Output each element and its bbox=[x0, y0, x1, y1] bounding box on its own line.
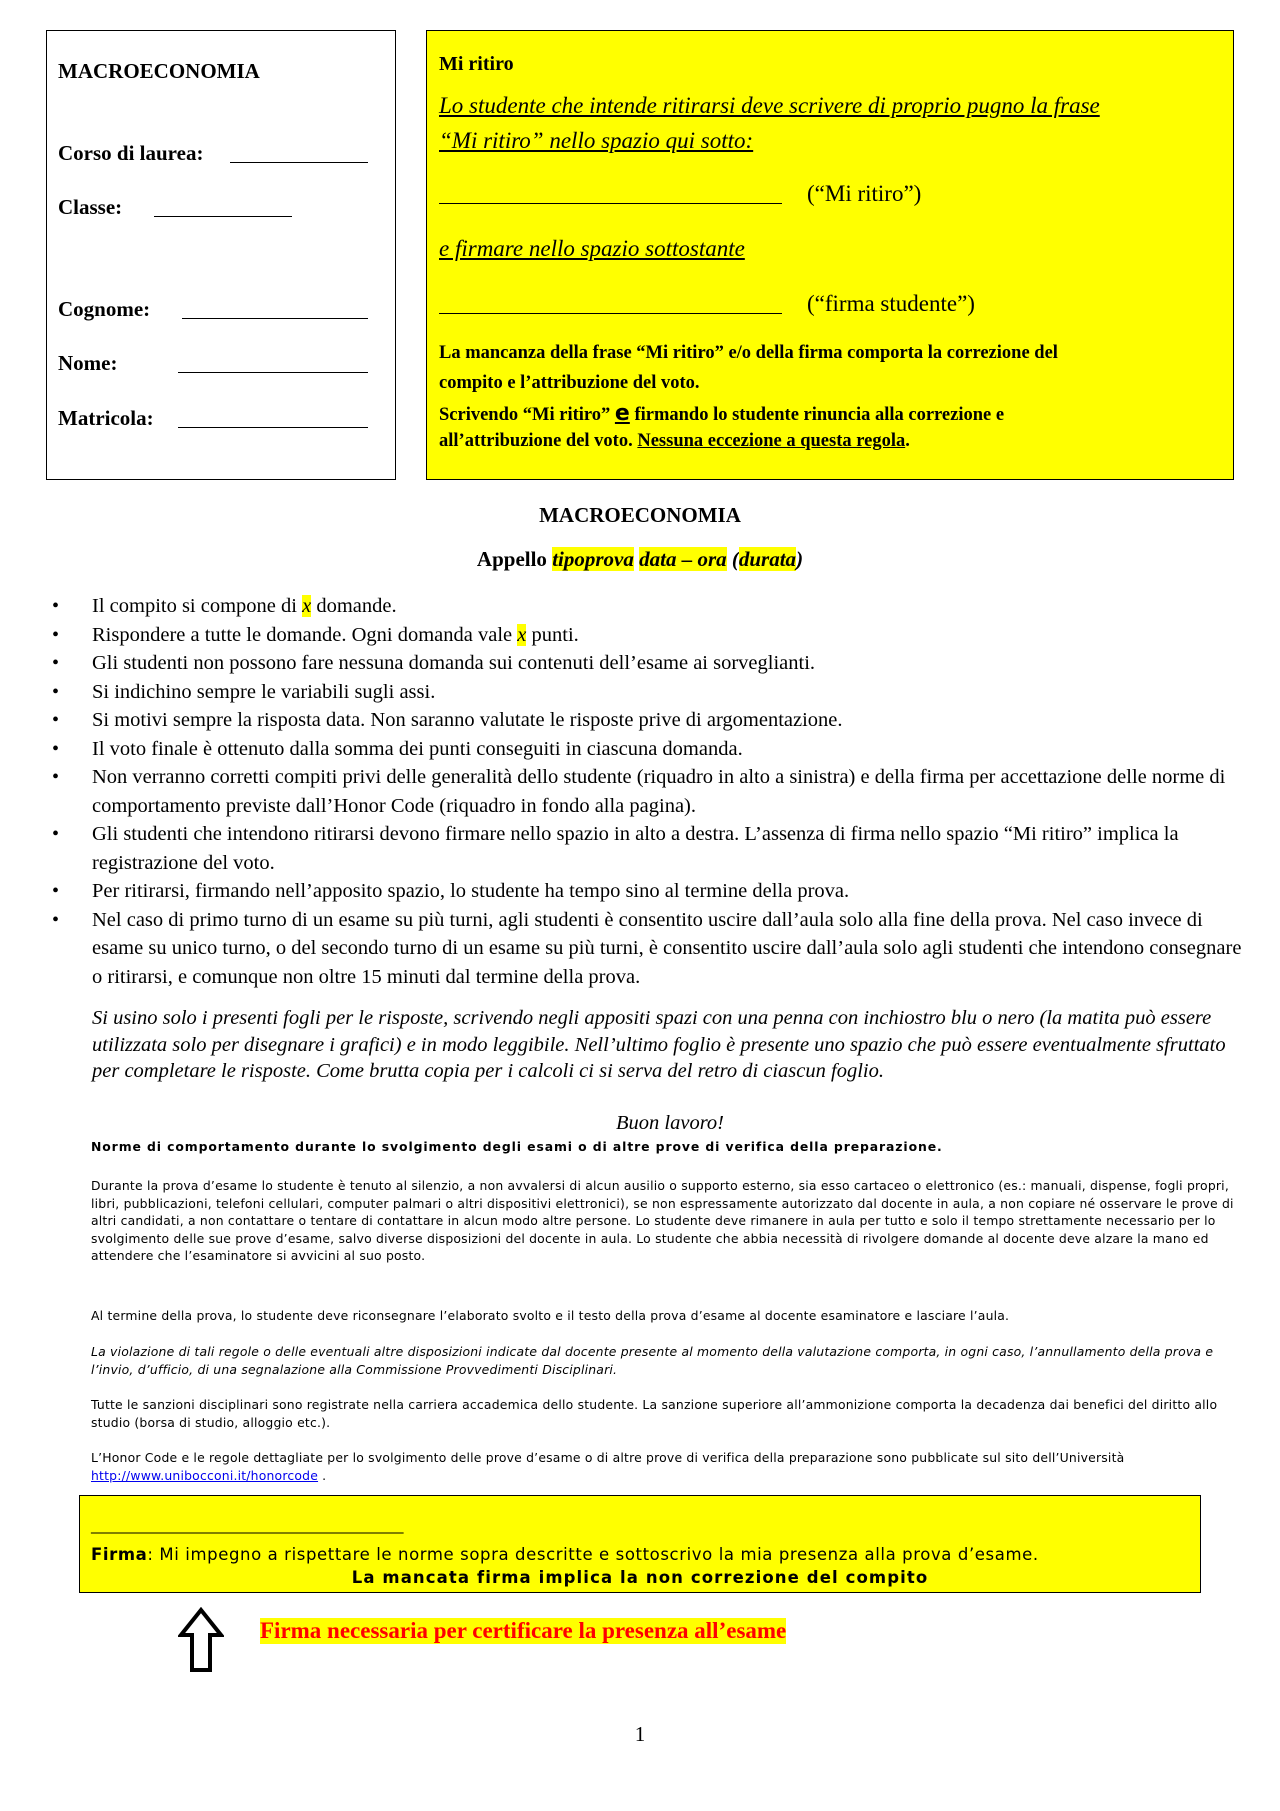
student-signature-field[interactable] bbox=[439, 313, 782, 314]
withdraw-warning-3: Scrivendo “Mi ritiro” e firmando lo studente rinuncia alla correzione e bbox=[439, 401, 1005, 426]
withdraw-title: Mi ritiro bbox=[439, 53, 514, 75]
sign-instruction: e firmare nello spazio sottostante bbox=[439, 236, 745, 261]
course-title: MACROECONOMIA bbox=[58, 59, 260, 83]
nome-label: Nome: bbox=[58, 351, 118, 375]
rules-paragraph-5: L’Honor Code e le regole dettagliate per lo svolgimento delle prove d’esame o di altre prove di verifica della preparazione sono pubblicate sul sito dell’Università http://www.unibocconi.it/honorcode . bbox=[91, 1450, 1125, 1483]
cognome-label: Cognome: bbox=[58, 297, 151, 321]
nome-field[interactable] bbox=[178, 372, 368, 373]
mi-ritiro-caption: (“Mi ritiro”) bbox=[807, 181, 922, 206]
list-item: • Nel caso di primo turno di un esame su più turni, agli studenti è consentito uscire dall’aula solo alla fine della prova. Nel caso invece di esame su unico turno, o del secondo turno di un esame su più turni, è consentito uscire dall’aula solo agli studenti che intendono consegnare o ritirarsi, e comunque non oltre 15 minuti dal termine della prova. bbox=[52, 906, 1252, 992]
rules-paragraph-4: Tutte le sanzioni disciplinari sono registrate nella carriera accademica dello studente. La sanzione superiore all’ammonizione comporta la decadenza dai benefici del diritto allo studio (borsa di studio, alloggio etc.). bbox=[91, 1397, 1218, 1430]
rules-paragraph-3: La violazione di tali regole o delle eventuali altre disposizioni indicate dal docente presente al momento della valutazione comporta, in ogni caso, l’annullamento della prova e l’invio, d’ufficio, di una segnalazione alla Commissione Provvedimenti Disciplinari. bbox=[91, 1344, 1214, 1377]
firma-studente-caption: (“firma studente”) bbox=[807, 291, 975, 316]
honor-code-signature-box bbox=[79, 1495, 1201, 1593]
certify-presence-text: Firma necessaria per certificare la presenza all’esame bbox=[260, 1618, 787, 1643]
rules-paragraph-1: Durante la prova d’esame lo studente è tenuto al silenzio, a non avvalersi di alcun ausilio o supporto esterno, sia esso cartaceo o elettronico (es.: manuali, dispense, fogli propri, libri, pubblicazioni, telefoni cellulari, computer palmari o altri dispositivi elettronici), se non espressamente autorizzato dal docente in aula, a non copiare né osservare le prove di altri candidati, a non contattare o tentare di contattare in alcun modo altre persone. Lo studente deve rimanere in aula per tutto e solo il tempo strettamente necessario per lo svolgimento delle sue prove d’esame, salvo diverse disposizioni del docente in aula. Lo studente che abbia necessità di rivolgere domande al docente deve alzare la mano ed attendere che l’esaminatore si avvicini al suo posto. bbox=[91, 1178, 1234, 1263]
list-item: • Si indichino sempre le variabili sugli assi. bbox=[52, 678, 1252, 707]
withdraw-instruction-2: “Mi ritiro” nello spazio qui sotto: bbox=[439, 128, 754, 153]
up-arrow-icon bbox=[178, 1607, 224, 1673]
withdraw-warning-4: all’attribuzione del voto. Nessuna eccezione a questa regola. bbox=[439, 431, 910, 451]
list-item: • Non verranno corretti compiti privi delle generalità dello studente (riquadro in alto a sinistra) e della firma per accettazione delle norme di comportamento previste dall’Honor Code (riquadro in fondo alla pagina). bbox=[52, 763, 1252, 820]
classe-field[interactable] bbox=[154, 216, 292, 217]
buon-lavoro: Buon lavoro! bbox=[616, 1112, 724, 1134]
list-item: • Rispondere a tutte le domande. Ogni domanda vale x punti. bbox=[52, 621, 1252, 650]
page-number: 1 bbox=[634, 1722, 646, 1746]
signature-warning: La mancata firma implica la non correzione del compito bbox=[351, 1568, 929, 1587]
rules-heading: Norme di comportamento durante lo svolgimento degli esami o di altre prove di verifica della preparazione. bbox=[91, 1139, 943, 1154]
honor-code-link[interactable]: http://www.unibocconi.it/honorcode bbox=[91, 1467, 319, 1483]
answer-sheet-note: Si usino solo i presenti fogli per le risposte, scrivendo negli appositi spazi con una penna con inchiostro blu o nero (la matita può essere utilizzata solo per disegnare i grafici) e in modo leggibile. Nell’ultimo foglio è presente uno spazio che può essere eventualmente sfruttato per completare le risposte. Come brutta copia per i calcoli ci si serva del retro di ciascun foglio. bbox=[92, 1007, 1226, 1082]
appello-line: Appello tipoprova data – ora (durata) bbox=[476, 547, 804, 571]
corso-label: Corso di laurea: bbox=[58, 141, 204, 165]
instructions-list bbox=[52, 592, 1252, 991]
withdraw-instruction-1: Lo studente che intende ritirarsi deve scrivere di proprio pugno la frase bbox=[439, 93, 1100, 118]
cognome-field[interactable] bbox=[182, 318, 368, 319]
withdraw-warning-2: compito e l’attribuzione del voto. bbox=[439, 373, 700, 393]
list-item: • Gli studenti non possono fare nessuna domanda sui contenuti dell’esame ai sorveglianti. bbox=[52, 649, 1252, 678]
withdraw-box bbox=[426, 30, 1234, 480]
rules-paragraph-2: Al termine della prova, lo studente deve riconsegnare l’elaborato svolto e il testo della prova d’esame al docente esaminatore e lasciare l’aula. bbox=[91, 1308, 1010, 1323]
withdraw-warning-1: La mancanza della frase “Mi ritiro” e/o della firma comporta la correzione del bbox=[439, 343, 1058, 363]
list-item: • Si motivi sempre la risposta data. Non saranno valutate le risposte prive di argomentazione. bbox=[52, 706, 1252, 735]
classe-label: Classe: bbox=[58, 195, 123, 219]
signature-statement: Firma: Mi impegno a rispettare le norme sopra descritte e sottoscrivo la mia presenza alla prova d’esame. bbox=[91, 1545, 1039, 1564]
list-item: • Gli studenti che intendono ritirarsi devono firmare nello spazio in alto a destra. L’assenza di firma nello spazio “Mi ritiro” implica la registrazione del voto. bbox=[52, 820, 1252, 877]
signature-blank-line[interactable]: ________________________________________________ bbox=[91, 1518, 403, 1534]
list-item: • Il voto finale è ottenuto dalla somma dei punti conseguiti in ciascuna domanda. bbox=[52, 735, 1252, 764]
mi-ritiro-field[interactable] bbox=[439, 203, 782, 204]
corso-field[interactable] bbox=[230, 162, 368, 163]
student-info-box bbox=[46, 30, 396, 480]
exam-title: MACROECONOMIA bbox=[539, 503, 741, 527]
matricola-label: Matricola: bbox=[58, 406, 154, 430]
matricola-field[interactable] bbox=[178, 427, 368, 428]
list-item: • Il compito si compone di x domande. bbox=[52, 592, 1252, 621]
list-item: • Per ritirarsi, firmando nell’apposito spazio, lo studente ha tempo sino al termine della prova. bbox=[52, 877, 1252, 906]
